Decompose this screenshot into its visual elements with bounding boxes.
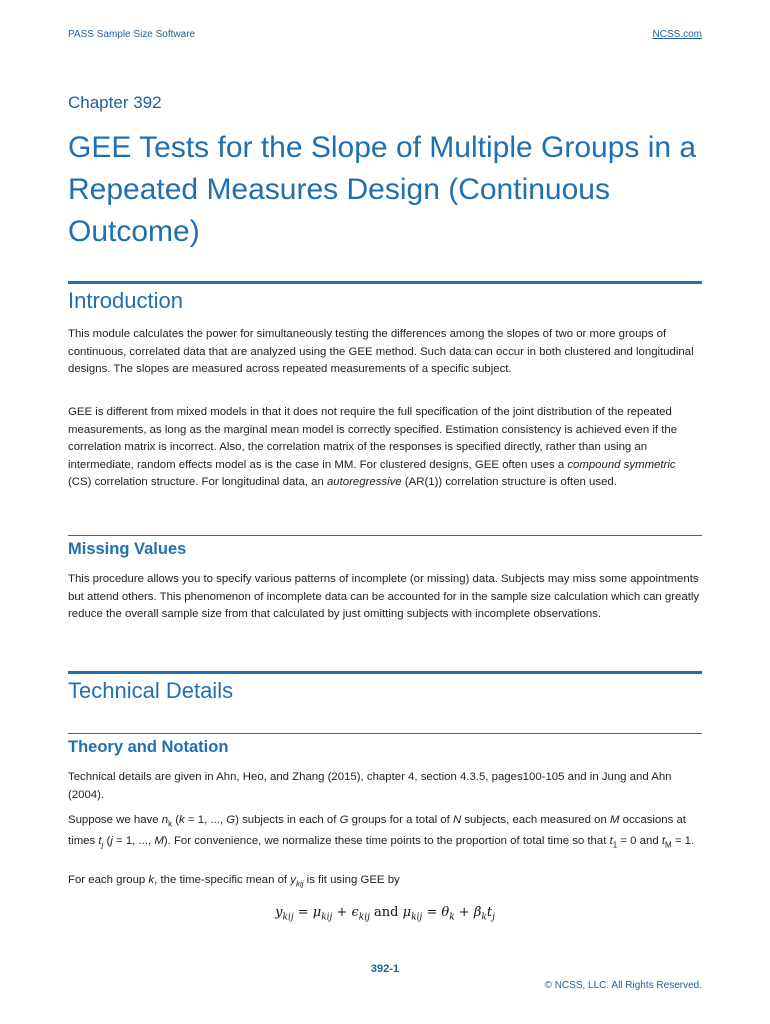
section-divider-missing — [68, 535, 702, 536]
heading-technical-details: Technical Details — [68, 678, 234, 703]
theory-paragraph-3: For each group k, the time-specific mean of $y_{kij}$ is fit using GEE by — [68, 874, 400, 889]
page-title: GEE Tests for the Slope of Multiple Groups in a Repeated Measures Design (Continuous Outcome) — [68, 131, 697, 248]
heading-theory-notation: Theory and Notation — [68, 738, 229, 756]
chapter-number: Chapter 392 — [68, 93, 162, 112]
gee-mean-equation: $y_{kij} = \mu_{kij} + \epsilon_{kij}$ and $\mu_{kij} = \theta_k + \beta_kt_j$ — [275, 905, 495, 923]
missing-paragraph: This procedure allows you to specify various patterns of incomplete (or missing) data. Subjects may miss some appointments but attend others. This phenomenon of incomplete data can be accounted for in the sample size calculation which can greatly reduce the overall sample size from that calculated by just omitting subjects with incomplete observations. — [68, 573, 700, 621]
header-software-name: PASS Sample Size Software — [68, 29, 196, 40]
theory-paragraph-1: Technical details are given in Ahn, Heo, and Zhang (2015), chapter 4, section 4.3.5, pages100-105 and in Jung and Ahn (2004). — [68, 771, 672, 801]
section-divider-introduction — [68, 281, 702, 284]
intro-paragraph-1: This module calculates the power for simultaneously testing the differences among the slopes of two or more groups of continuous, correlated data that are analyzed using the GEE method. Such data can occur in both clustered and longitudinal designs. The slopes are measured across repeated measurements of a specific subject. — [68, 328, 694, 376]
section-divider-technical — [68, 671, 702, 674]
theory-paragraph-2: Suppose we have $n_k$ (k = 1, ..., G) subjects in each of G groups for a total of N subjects, each measured on M occasions at times $t_j$ (j = 1, ..., M). For convenience, we normalize these time points to the proportion of total time so that $t_1 = 0$ and $t_M = 1$. — [68, 814, 695, 850]
copyright-notice: © NCSS, LLC. All Rights Reserved. — [544, 980, 702, 991]
heading-missing-values: Missing Values — [68, 540, 187, 558]
intro-paragraph-2: GEE is different from mixed models in that it does not require the full specification of the joint distribution of the repeated measurements, as long as the marginal mean model is correctly specified. Estimation consistency is achieved even if the correlation matrix is incorrect. Also, the correlation matrix of the responses is specified directly, rather than using an intermediate, random effects model as is the case in MM. For clustered designs, GEE often uses a compound symmetric (CS) correlation structure. For longitudinal data, an autoregressive (AR(1)) correlation structure is often used. — [68, 406, 678, 489]
section-divider-theory — [68, 733, 702, 734]
heading-introduction: Introduction — [68, 288, 183, 313]
page-number: 392-1 — [370, 963, 400, 975]
header-ncss-link[interactable]: NCSS.com — [652, 29, 702, 40]
